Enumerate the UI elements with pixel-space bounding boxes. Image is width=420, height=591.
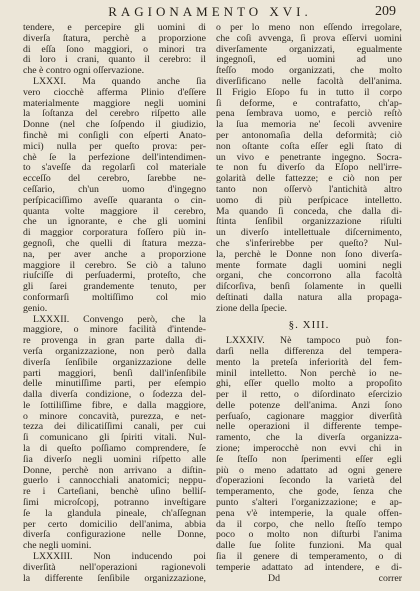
text-line: ingegnoſi, ed uomini ad uno	[216, 54, 402, 66]
text-line: riuſciſſe di perſuadermi, proteſto, che	[23, 270, 206, 282]
text-line: di maggior corporatura foſſero più in-	[23, 227, 206, 239]
text-line: che negli uomini.	[23, 540, 92, 552]
text-line: conformarſi moltiſſimo col mio	[23, 291, 206, 303]
text-line: ſteſſo modo organizzati, che molto	[216, 65, 402, 77]
text-line: golarità delle fattezze; e ciò non per	[216, 173, 402, 185]
page-number: 209	[375, 4, 396, 19]
signature-mark: Dd	[268, 572, 280, 584]
text-line: zione della ſpecie.	[216, 302, 287, 314]
running-title: RAGIONAMENTO XVI.	[108, 4, 312, 19]
text-line: Il Frigio Eſopo fu in tutto il corpo	[216, 86, 402, 98]
text-line: to s'aveſſe da regolarſi col materiale	[23, 162, 206, 174]
text-line: diſcorſiva, benſì ſolamente in quelli	[216, 281, 402, 293]
text-line: finchè mi conſigli con eſperti Anato-	[23, 129, 206, 141]
text-line: vero ciocchè afferma Plinio d'eſſere	[23, 86, 206, 98]
text-line: darſi nella differenza del tempera-	[216, 345, 402, 357]
text-line: ſimi microſcopj, potranno inveſtigare	[23, 497, 206, 509]
text-line: LXXXIV. Nè tampoco può fon-	[226, 335, 402, 347]
text-line: che coſì avvenga, ſi prova eſſervi uomini	[216, 32, 402, 44]
text-line: Donne (nel che ſoſpendo il giudizio,	[23, 119, 206, 131]
text-line: tezza dei dilicatiſſimi canali, per cui	[23, 421, 206, 433]
text-line: ſtinta ſenſibil organizzazione riſulti	[216, 216, 402, 228]
text-line: Ma quando ſi conceda, che dalla di-	[216, 205, 402, 217]
right-column-lower-text	[216, 336, 402, 574]
left-text-column	[23, 23, 206, 584]
text-line: un vivo e penetrante ingegno. Socra-	[216, 151, 402, 163]
text-line: per certo domicilio dell'anima, abbia	[23, 518, 206, 530]
text-line: tendere, e percepire gli uomini di	[23, 22, 206, 33]
text-line: perſuaſo, cagionare maggior diverſità	[216, 410, 402, 422]
paragraph	[23, 77, 206, 315]
text-line: ſì deforme, e contrafatto, ch'ap-	[216, 97, 402, 109]
text-line: mente formate dagli uomini negli	[216, 259, 402, 271]
text-line: pena v'è intemperie, la quale offen-	[216, 507, 402, 519]
text-line: materialmente maggiore negli uomini	[23, 97, 206, 109]
paragraph	[23, 552, 206, 584]
text-line: ſia diverſo negli uomini riſpetto alle	[23, 453, 206, 465]
text-line: per il retto, o diſordinato eſercizio	[216, 389, 402, 401]
text-line: che s'inferirebbe per queſto? Nul-	[216, 237, 402, 249]
section-heading: §. XIII.	[288, 318, 330, 331]
text-line: mici) nulla per queſto prova: per-	[23, 140, 206, 152]
text-line: quanta volte maggiore il cerebro,	[23, 205, 206, 217]
text-line: mento la preteſa inferiorità del fem-	[216, 356, 402, 368]
text-line: LXXXI. Ma quando anche ſia	[33, 75, 206, 87]
text-line: la, perchè le Donne non ſono diverſa-	[216, 248, 402, 260]
text-line: non oſtante coſta eſſer egli ſtato di	[216, 140, 402, 152]
text-line: verſa organizzazione, non però dalla	[23, 345, 206, 357]
text-line: dalle ſue ſolite funzioni. Ma qual	[216, 540, 402, 552]
text-line: re provenga in gran parte dalla di-	[23, 335, 206, 347]
text-line: maggiore il cerebro. Se ciò a taluno	[23, 259, 206, 271]
text-line: minil intelletto. Non perchè io ne-	[216, 367, 402, 379]
text-line: temperamento, che gode, ſenza che	[216, 486, 402, 498]
text-line: o minore concavità, purezza, e net-	[23, 410, 206, 422]
text-line: le ſottiliſſime fibre, e dalla maggiore,	[23, 399, 206, 411]
text-line: punto s'alteri l'organizzazione; e ap-	[216, 497, 402, 509]
text-line: che un ignorante, e che gli uomini	[23, 216, 206, 228]
text-line: la ſoſtanza del cerebro riſpetto alle	[23, 108, 206, 120]
text-line: ſe la glandula pineale, ch'aſſegnan	[23, 507, 206, 519]
text-line: di eſſa ſono maggiori, o minori tra	[23, 43, 206, 55]
text-line: la ſua memoria ne' ſecoli avvenire	[216, 119, 402, 131]
text-line: delle potenze dell'anima. Anzi ſono	[216, 399, 402, 411]
text-line: o per lo meno non eſſendo irregolare,	[216, 22, 402, 33]
catchword: correr	[378, 572, 402, 584]
text-line: genio.	[23, 302, 48, 314]
text-line: deſtinati dalla natura alla propaga-	[216, 291, 402, 303]
text-line: re i Carteſiani, benchè uſino belliſ-	[23, 486, 206, 498]
text-line: diverſa ſenſibile organizzazione delle	[23, 356, 206, 368]
text-line: delle minutiſſime parti, per eſempio	[23, 378, 206, 390]
paragraph	[23, 23, 206, 77]
text-line: diverſa configurazione nelle Donne,	[23, 529, 206, 541]
text-line: diverſità nell'operazioni ragionevoli	[23, 561, 206, 573]
text-line: tanto non oſſervò l'antichità altro	[216, 183, 402, 195]
text-line: zione; imperocchè non evvi chi in	[216, 443, 402, 455]
text-line: ramento, che la diverſa organizza-	[216, 432, 402, 444]
text-line: perſpicaciſſimo aveſſe quaranta o cin-	[23, 194, 206, 206]
text-line: Donne, perchè non arrivano a diſtin-	[23, 464, 206, 476]
paragraph	[216, 23, 402, 315]
text-line: la differente ſenſibile organizzazione,	[23, 572, 206, 584]
text-line: organi, che concorrono alla facoltà	[216, 270, 402, 282]
text-line: dalla diverſa condizione, o ſodezza del-	[23, 389, 206, 401]
page-header	[0, 3, 420, 21]
text-line: na, per aver anche a proporzione	[23, 248, 206, 260]
text-line: diverſa ſtatura, perchè a proporzione	[23, 32, 206, 44]
page-footer	[216, 574, 402, 585]
text-line: gli ſarei grandemente tenuto, per	[23, 281, 206, 293]
text-line: di loro i crani, quanto il cerebro: il	[23, 54, 206, 66]
right-text-column	[216, 23, 402, 584]
text-line: uomo di più perſpicace intelletto.	[216, 194, 402, 206]
text-line: temperie adattato ad intendere, e di-	[216, 561, 402, 573]
text-line: chè ſe la perfezione dell'intendimen-	[23, 151, 206, 163]
text-line: diverſificano nelle facoltà dell'anima.	[216, 75, 402, 87]
text-line: ſia il genere di temperamento, o di	[216, 551, 402, 563]
text-line: maggiore, o minore facilità d'intende-	[23, 324, 206, 336]
text-line: guerlo i cannocchiali anatomici; neppu-	[23, 475, 206, 487]
text-line: da il corpo, che nello ſteſſo tempo	[216, 518, 402, 530]
text-line: la di queſto poſſiamo comprendere, ſe	[23, 443, 206, 455]
text-line: ecceſſo del cerebro, ſarebbe ne-	[23, 173, 206, 185]
text-line: per antonomaſia della deformità; ciò	[216, 129, 402, 141]
text-line: LXXXII. Convengo però, che la	[33, 313, 206, 325]
right-column-upper-text	[216, 23, 402, 315]
paragraph	[216, 336, 402, 574]
text-line: LXXXIII. Non inducendo poi	[33, 551, 206, 563]
text-line: più o meno adattato ad ogni genere	[216, 464, 402, 476]
text-line: ghi, eſſer quello molto a propoſito	[216, 378, 402, 390]
text-line: ſi comunicano gli ſpiriti vitali. Nul-	[23, 432, 206, 444]
text-line: d'operazioni ſecondo la varietà del	[216, 475, 402, 487]
text-line: poco o molto non diſturbi l'anima	[216, 529, 402, 541]
text-line: nelle operazioni il differente tempe-	[216, 421, 402, 433]
text-line: parti maggiori, benſì dall'inſenſibile	[23, 367, 206, 379]
text-line: che è contro ogni oſſervazione.	[23, 65, 145, 77]
text-line: gegnoſi, che quelli di ſtatura mezza-	[23, 237, 206, 249]
text-line: pena ſembrava uomo, e perciò reſtò	[216, 108, 402, 120]
text-line: un diverſo intellettuale diſcernimento,	[216, 227, 402, 239]
text-line: ſe ſteſſo non ſperimenti eſſer egli	[216, 453, 402, 465]
paragraph	[23, 315, 206, 553]
text-line: te non fu diverſo da Eſopo nell'irre-	[216, 162, 402, 174]
text-line: ceſſario, ch'un uomo d'ingegno	[23, 183, 206, 195]
text-line: diverſamente organizzati, egualmente	[216, 43, 402, 55]
